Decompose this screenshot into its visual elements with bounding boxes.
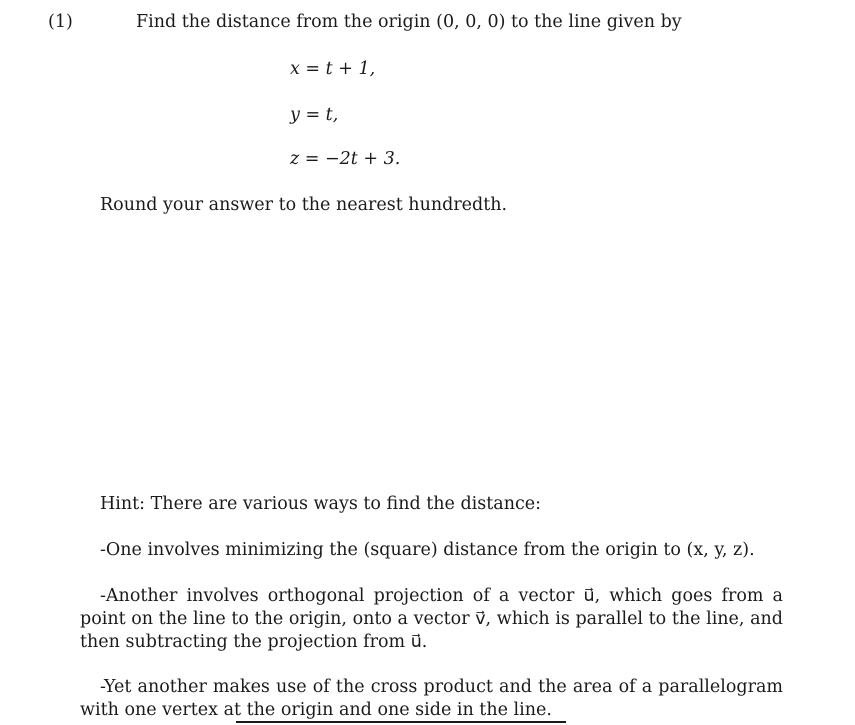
hint-method-minimize: -One involves minimizing the (square) distance from the origin to (x, y, z). (100, 540, 755, 560)
hint-method-projection (80, 585, 783, 654)
equation-y: y = t, (290, 105, 339, 125)
hint-method-projection-text: -Another involves orthogonal projection of a vector u⃗, which goes from a point on the line to the origin, onto a vector v⃗, which is parallel to the line, and then subtracting the projection from u⃗. (80, 586, 783, 652)
problem-number: (1) (48, 12, 73, 32)
equation-z: z = −2t + 3. (290, 149, 401, 169)
problem-prompt: Find the distance from the origin (0, 0, 0) to the line given by (136, 12, 682, 32)
equation-x: x = t + 1, (290, 59, 376, 79)
rounding-instruction: Round your answer to the nearest hundredth. (100, 195, 508, 215)
hint-method-cross-product (80, 676, 783, 722)
hint-method-cross-product-text: -Yet another makes use of the cross product and the area of a parallelogram with one vertex at the origin and one side in the line. (80, 677, 783, 720)
answer-line (236, 721, 566, 723)
hint-intro: Hint: There are various ways to find the distance: (100, 494, 542, 514)
